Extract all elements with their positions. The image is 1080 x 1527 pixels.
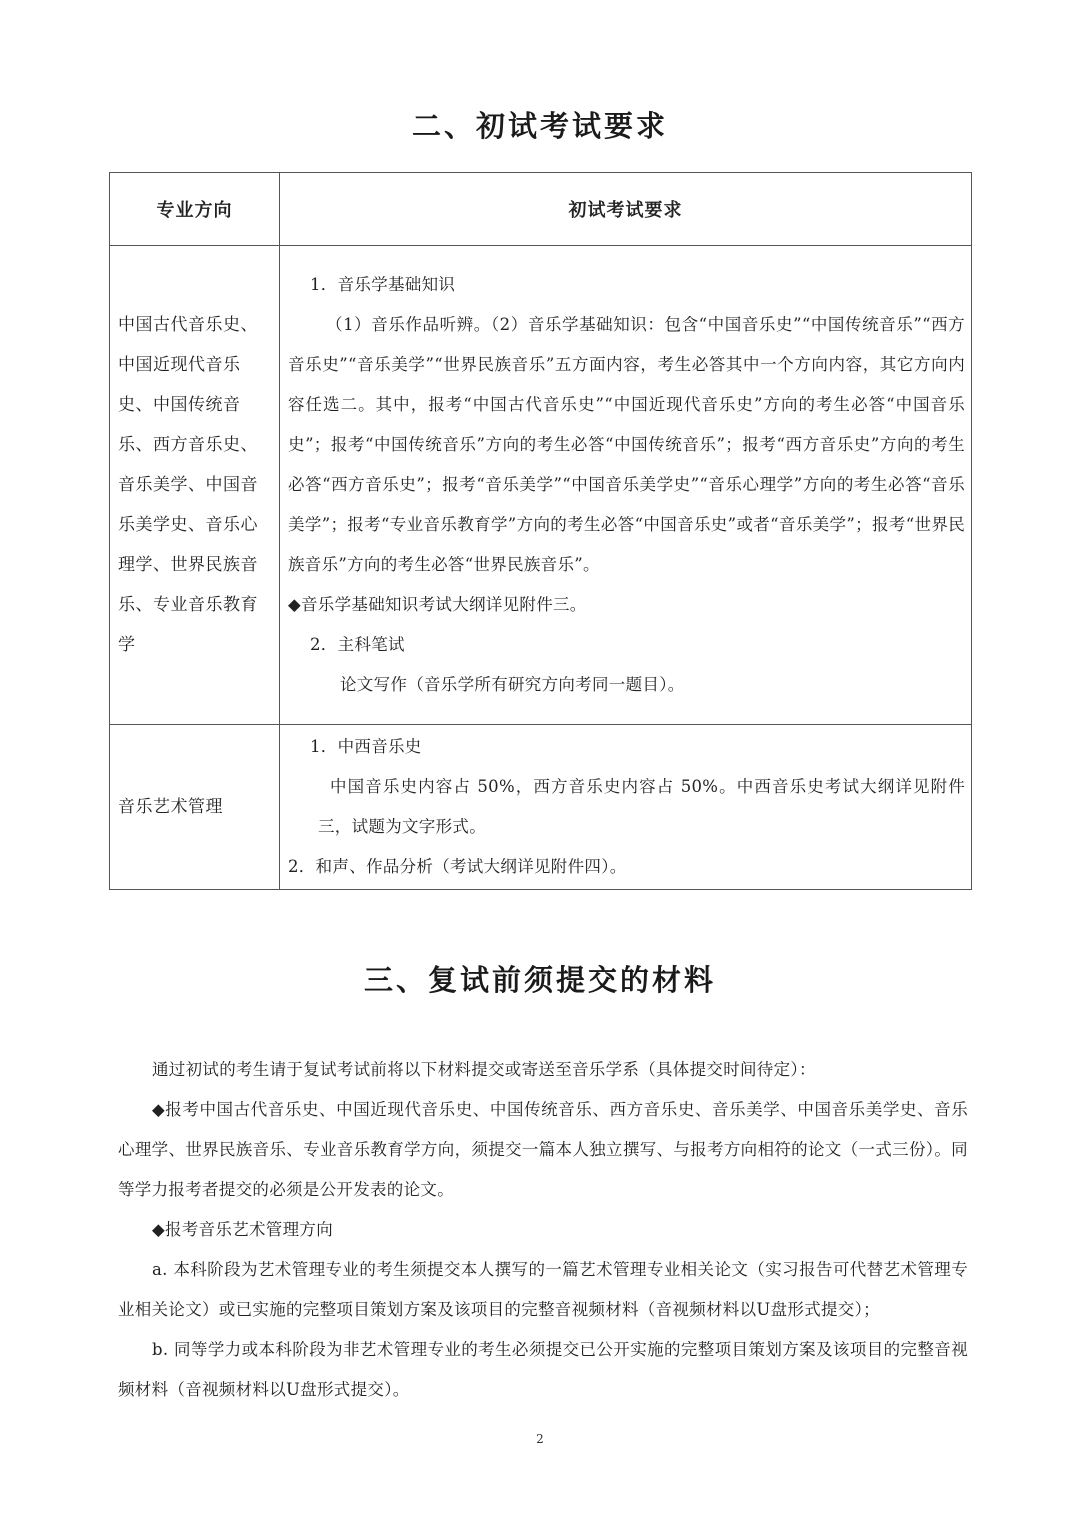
section-2-title: 二、初试考试要求 — [411, 109, 668, 143]
table-header-row — [110, 173, 972, 246]
paragraph: ◆报考中国古代音乐史、中国近现代音乐史、中国传统音乐、西方音乐史、音乐美学、中国音乐美学史、音乐心理学、世界民族音乐、专业音乐教育学方向，须提交一篇本人独立撰写、与报考方向相符的论文（一式三份）。同等学力报考者提交的必须是公开发表的论文。 — [118, 1100, 968, 1199]
section-3-title: 三、复试前须提交的材料 — [363, 963, 716, 997]
req-line: 论文写作（音乐学所有研究方向考同一题目）。 — [340, 675, 685, 694]
req-line: 2．和声、作品分析（考试大纲详见附件四）。 — [288, 857, 627, 876]
req-line: 1．中西音乐史 — [310, 737, 422, 756]
req-line: 2．主科笔试 — [310, 635, 405, 654]
requirements-cell — [280, 246, 972, 725]
table-row — [110, 246, 972, 725]
header-requirements: 初试考试要求 — [280, 173, 972, 246]
page-number: 2 — [536, 1432, 544, 1446]
paragraph: 通过初试的考生请于复试考试前将以下材料提交或寄送至音乐学系（具体提交时间待定）： — [152, 1060, 816, 1079]
req-line: （1）音乐作品听辨。（2）音乐学基础知识：包含“中国音乐史”“中国传统音乐”“西方音乐史”“音乐美学”“世界民族音乐”五方面内容，考生必答其中一个方向内容，其它方向内容任选二。其中，报考“中国古代音乐史”“中国近现代音乐史”方向的考生必答“中国音乐史”；报考“中国传统音乐”方向的考生必答“中国传统音乐”；报考“西方音乐史”方向的考生必答“西方音乐史”；报考“音乐美学”“中国音乐美学史”“音乐心理学”方向的考生必答“音乐美学”；报考“专业音乐教育学”方向的考生必答“中国音乐史”或者“音乐美学”；报考“世界民族音乐”方向的考生必答“世界民族音乐”。 — [288, 315, 965, 574]
table-row — [110, 725, 972, 890]
requirements-cell — [280, 725, 972, 890]
paragraph: b. 同等学力或本科阶段为非艺术管理专业的考生必须提交已公开实施的完整项目策划方案及该项目的完整音视频材料（音视频材料以U盘形式提交）。 — [118, 1340, 968, 1399]
materials-text — [118, 1050, 968, 1410]
direction-cell: 中国古代音乐史、中国近现代音乐史、中国传统音乐、西方音乐史、音乐美学、中国音乐美学史、音乐心理学、世界民族音乐、专业音乐教育学 — [110, 246, 280, 725]
req-line: 1．音乐学基础知识 — [310, 275, 456, 294]
direction-cell: 音乐艺术管理 — [110, 725, 280, 890]
paragraph: ◆报考音乐艺术管理方向 — [152, 1220, 333, 1239]
exam-requirements-table — [109, 172, 972, 890]
paragraph: a. 本科阶段为艺术管理专业的考生须提交本人撰写的一篇艺术管理专业相关论文（实习报告可代替艺术管理专业相关论文）或已实施的完整项目策划方案及该项目的完整音视频材料（音视频材料以U盘形式提交）； — [118, 1260, 968, 1319]
req-line: 中国音乐史内容占 50%，西方音乐史内容占 50%。中西音乐史考试大纲详见附件三，试题为文字形式。 — [318, 777, 965, 836]
header-direction: 专业方向 — [110, 173, 280, 246]
req-line: ◆音乐学基础知识考试大纲详见附件三。 — [288, 595, 587, 614]
